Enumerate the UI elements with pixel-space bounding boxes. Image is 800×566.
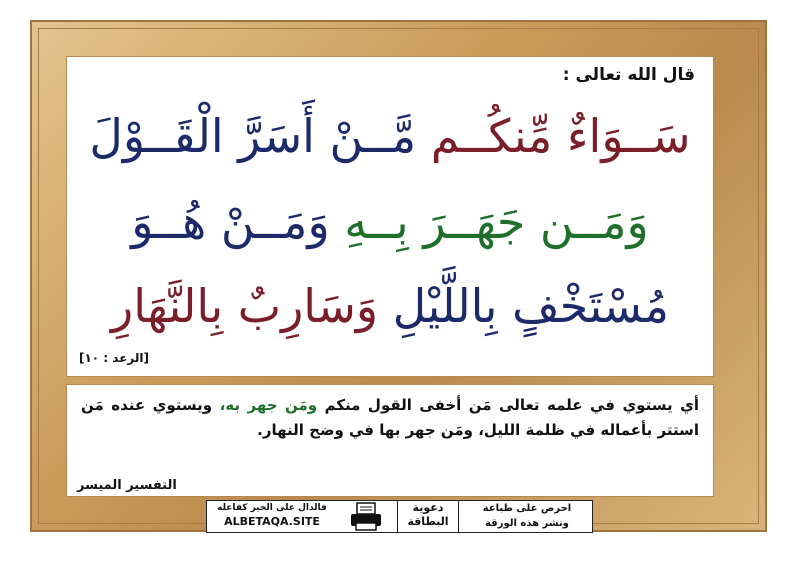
footer-tagline: فالدال على الخير كفاعله bbox=[217, 503, 327, 513]
tafsir-part-3: ويستوي عنده bbox=[111, 396, 213, 414]
footer-note-line-1: احرص على طباعة bbox=[482, 503, 572, 514]
verse-line-1-part-2: مَّــنْ أَسَرَّ الْقَــوْلَ bbox=[89, 109, 417, 163]
verse-line-2-part-1: وَمَــن جَهَــرَ بِــهِ bbox=[344, 195, 649, 249]
verse-line-3-part-2: وَسَارِبٌ بِالنَّهَارِ bbox=[111, 279, 379, 333]
printer-icon-graphic bbox=[343, 501, 389, 532]
verse-line-1-part-1: سَــوَاءٌ مِّنكُــم bbox=[430, 109, 691, 163]
tafsir-part-4: مَن استتر بأعماله في ظلمة الليل، ومَن جهر بها في وضح النهار. bbox=[81, 396, 699, 439]
footer-site-link[interactable]: ALBETAQA.SITE bbox=[224, 515, 320, 528]
tafsir-part-1: أي يستوي في علمه تعالى مَن أخفى القول منكم bbox=[324, 396, 699, 414]
tafsir-source: التفسير الميسر bbox=[77, 478, 177, 493]
footer-note bbox=[463, 501, 591, 532]
verse-line-1 bbox=[81, 109, 699, 163]
verse-line-2 bbox=[81, 195, 699, 249]
printer-icon bbox=[343, 501, 389, 532]
tafsir-panel bbox=[66, 384, 714, 497]
verse-line-3 bbox=[81, 279, 699, 333]
tafsir-text bbox=[81, 393, 699, 443]
verse-intro: قال الله تعالى : bbox=[562, 65, 695, 85]
footer-logo-line-2: البطاقة bbox=[407, 515, 449, 528]
footer-site bbox=[207, 501, 337, 532]
verse-line-2-part-2: وَمَــنْ هُــوَ bbox=[131, 195, 330, 249]
footer-logo bbox=[397, 501, 459, 532]
tafsir-part-2: ومَن جهر به، bbox=[219, 396, 318, 414]
verse-reference: [الرعد : ١٠] bbox=[79, 351, 149, 365]
verse-panel bbox=[66, 56, 714, 377]
verse-line-3-part-1: مُسْتَخْفٍ بِاللَّيْلِ bbox=[392, 279, 669, 333]
footer-note-line-2: ونشر هذه الورقة bbox=[485, 518, 569, 529]
footer-logo-line-1: دعوية bbox=[412, 501, 444, 514]
footer-bar bbox=[206, 500, 593, 533]
